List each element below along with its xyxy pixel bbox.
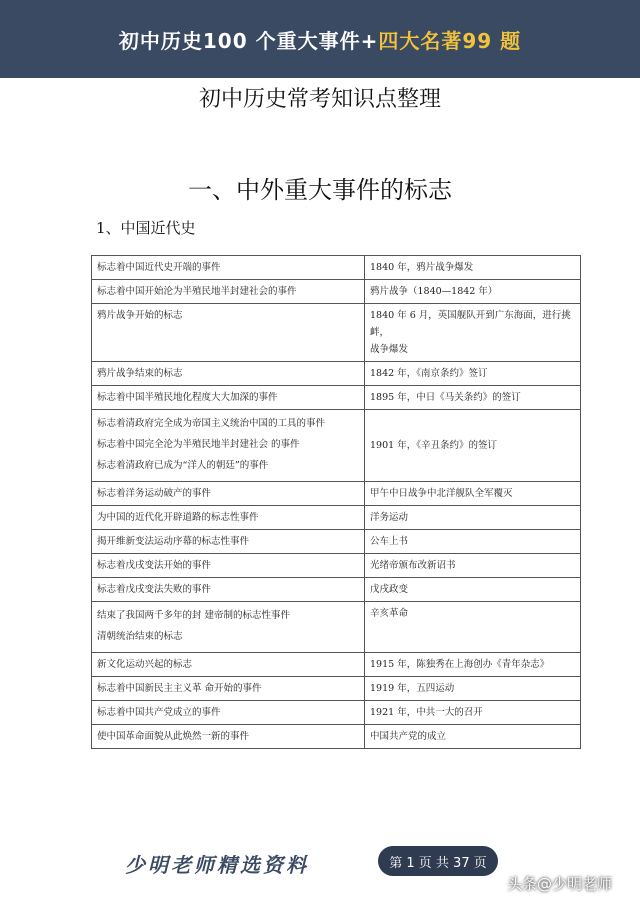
event-answer-cell — [365, 280, 581, 304]
event-answer-cell — [365, 725, 581, 749]
events-table — [91, 255, 581, 749]
event-answer: 戊戌政变 — [370, 584, 409, 595]
banner-title-part1: 初中历史100 个重大事件+ — [118, 28, 379, 53]
table-row — [92, 410, 581, 482]
event-answer: 鸦片战争（1840—1842 年） — [370, 286, 498, 297]
event-description-cell — [92, 386, 365, 410]
table-row — [92, 280, 581, 304]
event-answer-cell — [365, 653, 581, 677]
event-description: 使中国革命面貌从此焕然一新的事件 — [97, 731, 250, 742]
event-answer-cell — [365, 530, 581, 554]
page-footer — [0, 843, 640, 906]
event-description-cell — [92, 280, 365, 304]
table-row — [92, 386, 581, 410]
event-description: 鸦片战争结束的标志 — [97, 368, 183, 379]
event-description: 标志着戊戌变法失败的事件 — [97, 584, 212, 595]
event-description-cell — [92, 530, 365, 554]
page-indicator: 第 1 页 共 37 页 — [378, 846, 498, 876]
event-answer: 1842 年，《南京条约》签订 — [370, 368, 488, 379]
event-answer: 中国共产党的成立 — [370, 731, 447, 742]
event-description: 标志着清政府完全成为帝国主义统治中国的工具的事件 — [97, 418, 326, 429]
header-banner — [0, 0, 640, 78]
event-answer-cell — [365, 578, 581, 602]
table-row — [92, 602, 581, 653]
event-answer: 1840 年，鸦片战争爆发 — [370, 262, 474, 273]
event-description: 标志着中国近代史开端的事件 — [97, 262, 221, 273]
table-row — [92, 530, 581, 554]
event-answer-cell — [365, 482, 581, 506]
event-description-cell — [92, 410, 365, 482]
table-row — [92, 578, 581, 602]
table-row — [92, 554, 581, 578]
event-description: 揭开维新变法运动序幕的标志性事件 — [97, 536, 250, 547]
event-answer: 1915 年，陈独秀在上海创办《青年杂志》 — [370, 659, 550, 670]
event-answer-cell — [365, 701, 581, 725]
event-description: 标志着中国新民主主义革 命开始的事件 — [97, 683, 262, 694]
event-description: 为中国的近代化开辟道路的标志性事件 — [97, 512, 259, 523]
event-answer-cell — [365, 386, 581, 410]
table-row — [92, 482, 581, 506]
event-answer: 洋务运动 — [370, 512, 409, 523]
banner-title-part2: 四大名著99 题 — [378, 28, 522, 53]
document-title: 初中历史常考知识点整理 — [198, 87, 441, 112]
event-description-cell — [92, 602, 365, 653]
event-description-cell — [92, 506, 365, 530]
event-answer-cell — [365, 410, 581, 482]
event-answer: 1901 年，《辛丑条约》的签订 — [370, 440, 497, 451]
event-description: 标志着戊戌变法开始的事件 — [97, 560, 212, 571]
event-description: 标志着清政府已成为“洋人的朝廷”的事件 — [97, 460, 269, 471]
table-row — [92, 653, 581, 677]
event-description-cell — [92, 677, 365, 701]
event-description-cell — [92, 653, 365, 677]
event-answer: 甲午中日战争中北洋舰队全军覆灭 — [370, 488, 513, 499]
event-answer-cell — [365, 256, 581, 280]
section-title: 一、中外重大事件的标志 — [188, 176, 452, 204]
event-answer-cell — [365, 506, 581, 530]
event-description: 标志着中国共产党成立的事件 — [97, 707, 221, 718]
table-row — [92, 701, 581, 725]
event-answer: 公车上书 — [370, 536, 409, 547]
event-description-cell — [92, 482, 365, 506]
event-answer-cell — [365, 602, 581, 653]
event-answer-cell — [365, 677, 581, 701]
event-description: 结束了我国两千多年的封 建帝制的标志性事件 — [97, 610, 291, 621]
event-description: 鸦片战争开始的标志 — [97, 310, 183, 321]
event-answer-cell — [365, 362, 581, 386]
table-row — [92, 506, 581, 530]
table-row — [92, 362, 581, 386]
watermark: 头条@少明老师 — [507, 875, 613, 893]
table-row — [92, 256, 581, 280]
event-description: 标志着洋务运动破产的事件 — [97, 488, 212, 499]
event-description: 标志着中国完全沦为半殖民地半封建社会 的事件 — [97, 439, 300, 450]
event-description-cell — [92, 304, 365, 362]
event-answer: 1895 年，中日《马关条约》的签订 — [370, 392, 521, 403]
event-answer: 光绪帝颁布改新诏书 — [370, 560, 456, 571]
event-answer: 1921 年，中共一大的召开 — [370, 707, 483, 718]
event-answer-cell — [365, 304, 581, 362]
event-answer-cell — [365, 554, 581, 578]
subsection-title: 1、中国近代史 — [96, 219, 196, 237]
event-answer: 辛亥革命 — [370, 608, 409, 619]
table-row — [92, 304, 581, 362]
footer-brand: 少明老师精选资料 — [125, 853, 309, 877]
event-description-cell — [92, 725, 365, 749]
event-description: 清朝统治结束的标志 — [97, 631, 183, 642]
table-row — [92, 677, 581, 701]
event-description: 标志着中国半殖民地化程度大大加深的事件 — [97, 392, 278, 403]
table-row — [92, 725, 581, 749]
event-description: 新文化运动兴起的标志 — [97, 659, 193, 670]
event-description-cell — [92, 554, 365, 578]
event-description: 标志着中国开始沦为半殖民地半封建社会的事件 — [97, 286, 297, 297]
event-description-cell — [92, 701, 365, 725]
event-answer: 1919 年，五四运动 — [370, 683, 455, 694]
event-description-cell — [92, 362, 365, 386]
event-description-cell — [92, 256, 365, 280]
event-answer: 1840 年 6 月，英国舰队开到广东海面，进行挑衅， — [370, 310, 571, 338]
event-description-cell — [92, 578, 365, 602]
event-answer: 战争爆发 — [370, 344, 409, 355]
